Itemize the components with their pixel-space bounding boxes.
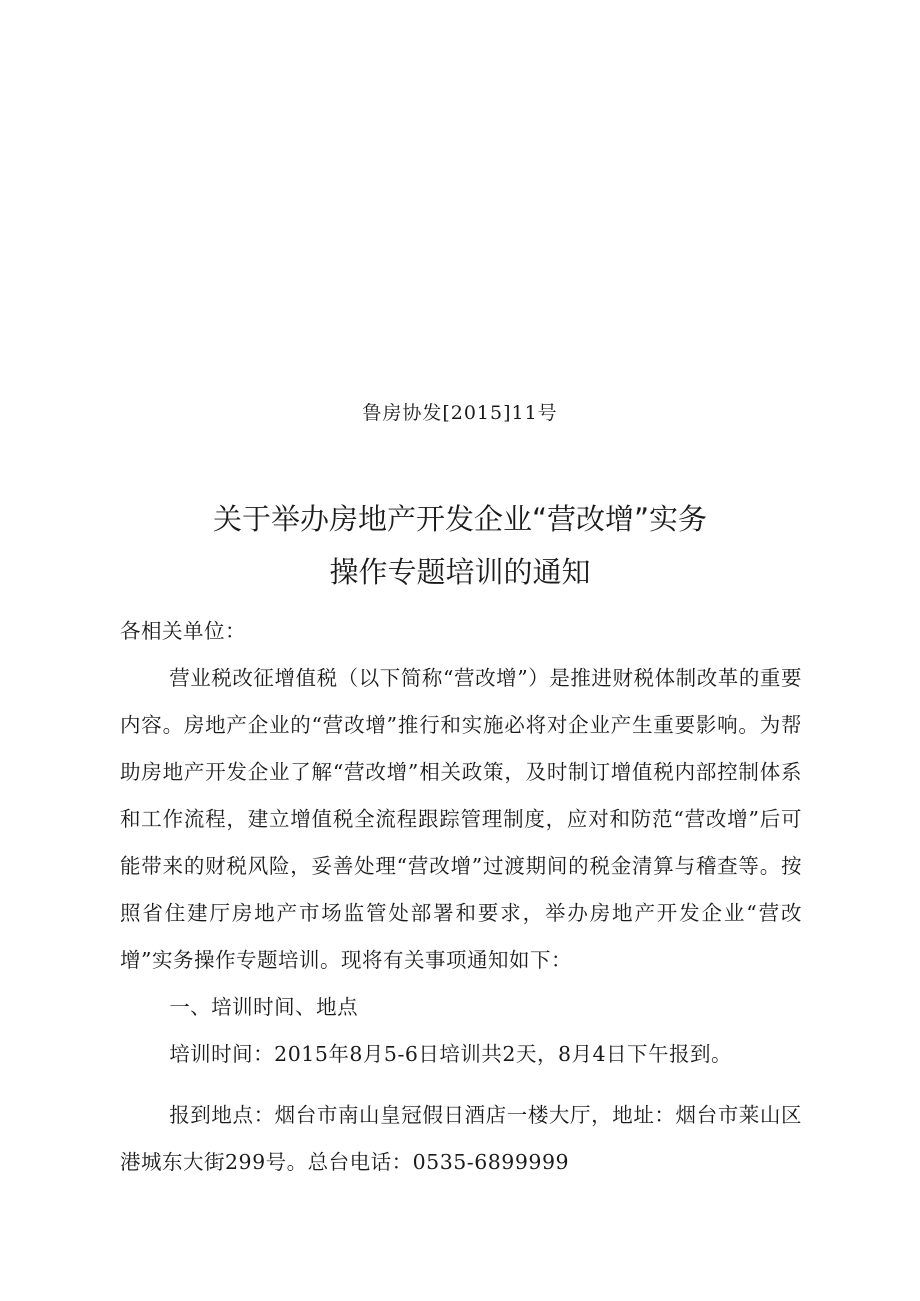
intro-paragraph: 营业税改征增值税（以下简称“营改增”）是推进财税体制改革的重要内容。房地产企业的“营改增”推行和实施必将对企业产生重要影响。为帮助房地产开发企业了解“营改增”相关政策，及时制订增值税内部控制体系和工作流程，建立增值税全流程跟踪管理制度，应对和防范“营改增”后可能带来的财税风险，妥善处理“营改增”过渡期间的税金清算与稽查等。按照省住建厅房地产市场监管处部署和要求，举办房地产开发企业“营改增”实务操作专题培训。现将有关事项通知如下： bbox=[120, 666, 802, 972]
document-title-line-2: 操作专题培训的通知 bbox=[329, 555, 591, 589]
paragraph-gap bbox=[120, 1078, 802, 1092]
document-title-line-1: 关于举办房地产开发企业“营改增”实务 bbox=[212, 502, 708, 536]
salutation: 各相关单位： bbox=[120, 619, 246, 643]
section-heading-time-location: 一、培训时间、地点 bbox=[169, 995, 359, 1019]
training-time-paragraph: 培训时间：2015年8月5-6日培训共2天，8月4日下午报到。 bbox=[169, 1042, 733, 1066]
document-body bbox=[120, 608, 802, 1186]
document-number: 鲁房协发[2015]11号 bbox=[362, 402, 558, 424]
check-in-location-paragraph: 报到地点：烟台市南山皇冠假日酒店一楼大厅，地址：烟台市莱山区港城东大街299号。总台电话：0535-6899999 bbox=[120, 1103, 802, 1174]
